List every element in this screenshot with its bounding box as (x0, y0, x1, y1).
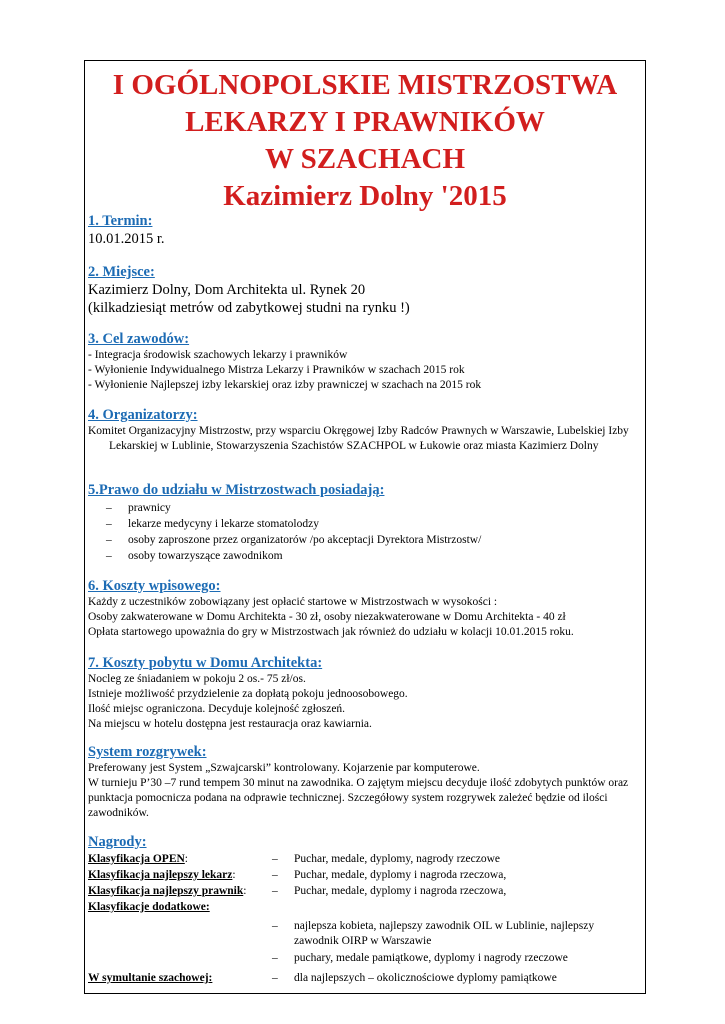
termin-text: 10.01.2015 r. (88, 231, 165, 247)
title-line-2: LEKARZY I PRAWNIKÓW (185, 106, 545, 138)
dodatkowe-label: Klasyfikacje dodatkowe: (88, 901, 210, 913)
open-label: Klasyfikacja OPEN (88, 853, 185, 865)
koszty-pobytu-line: Na miejscu w hotelu dostępna jest restauracja oraz kawiarnia. (88, 718, 372, 730)
section-cel (88, 331, 641, 393)
organizatorzy-heading: 4. Organizatorzy: (88, 407, 198, 423)
cel-item: - Wyłonienie Indywidualnego Mistrza Lekarzy i Prawników w szachach 2015 rok (88, 364, 465, 376)
dodatkowe-item: – puchary, medale pamiątkowe, dyplomy i nagrody rzeczowe (272, 952, 568, 964)
nagrody-prawnik-row: Klasyfikacja najlepszy prawnik: – Puchar, medale, dyplomy i nagroda rzeczowa, (88, 885, 507, 897)
symultanie-value: dla najlepszych – okolicznościowe dyplomy pamiątkowe (294, 972, 557, 984)
organizatorzy-text: Komitet Organizacyjny Mistrzostw, przy wsparciu Okręgowej Izby Radców Prawnych w Warszawie, Lubelskiej Izby Lekarskiej w Lublinie, Stowarzyszenia Szachistów SZACHPOL w Łukowie oraz miasta Kazimierz Dolny (88, 425, 629, 452)
nagrody-symultanie-row: W symultanie szachowej: – dla najlepszych – okolicznościowe dyplomy pamiątkowe (88, 972, 557, 984)
nagrody-heading: Nagrody: (88, 834, 147, 850)
section-koszty-pobytu (88, 655, 641, 732)
dodatkowe-item: – najlepsza kobieta, najlepszy zawodnik OIL w Lublinie, najlepszy zawodnik OIRP w Warszawie (272, 920, 595, 947)
list-item: – lekarze medycyny i lekarze stomatolodzy (106, 518, 319, 530)
koszty-wpisowego-line: Osoby zakwaterowane w Domu Architekta - 30 zł, osoby niezakwaterowane w Domu Architekta - 40 zł (88, 611, 566, 623)
section-organizatorzy (88, 407, 641, 454)
koszty-pobytu-line: Nocleg ze śniadaniem w pokoju 2 os.- 75 zł/os. (88, 673, 306, 685)
nagrody-lekarz-row: Klasyfikacja najlepszy lekarz: – Puchar, medale, dyplomy i nagroda rzeczowa, (88, 869, 507, 881)
document-frame (84, 60, 646, 994)
koszty-wpisowego-line: Każdy z uczestników zobowiązany jest opłacić startowe w Mistrzostwach w wysokości : (88, 596, 498, 608)
section-prawo (88, 482, 641, 564)
prawnik-label: Klasyfikacja najlepszy prawnik (88, 885, 244, 897)
system-heading: System rozgrywek: (88, 744, 207, 760)
koszty-pobytu-heading: 7. Koszty pobytu w Domu Architekta: (88, 655, 323, 671)
title-line-1: I OGÓLNOPOLSKIE MISTRZOSTWA (112, 69, 618, 101)
lekarz-value: Puchar, medale, dyplomy i nagroda rzeczowa, (294, 869, 507, 881)
title-line-4: Kazimierz Dolny '2015 (223, 180, 507, 212)
koszty-wpisowego-heading: 6. Koszty wpisowego: (88, 578, 221, 594)
cel-item: - Wyłonienie Najlepszej izby lekarskiej oraz izby prawniczej w szachach na 2015 rok (88, 379, 482, 391)
prawnik-value: Puchar, medale, dyplomy i nagroda rzeczowa, (294, 885, 507, 897)
lekarz-label: Klasyfikacja najlepszy lekarz (88, 869, 233, 881)
section-koszty-wpisowego (88, 578, 641, 640)
miejsce-heading: 2. Miejsce: (88, 264, 155, 280)
miejsce-line-1: Kazimierz Dolny, Dom Architekta ul. Rynek 20 (88, 282, 366, 298)
prawo-heading: 5.Prawo do udziału w Mistrzostwach posiadają: (88, 482, 385, 498)
termin-heading: 1. Termin: (88, 213, 153, 229)
title-block (85, 67, 645, 215)
system-line-2: W turnieju P’30 –7 rund tempem 30 minut na zawodnika. O zajętym miejscu decyduje ilość zdobytych punktów oraz punktacja pomocnicza podana na odprawie technicznej. Szczegółowy system rozgrywek zależeć będzie od ilości zawodników. (88, 777, 629, 819)
symultanie-label: W symultanie szachowej: (88, 972, 213, 984)
cel-item: - Integracja środowisk szachowych lekarzy i prawników (88, 349, 348, 361)
koszty-pobytu-line: Istnieje możliwość przydzielenie za dopłatą pokoju jednoosobowego. (88, 688, 408, 700)
section-nagrody (88, 834, 641, 986)
section-termin (88, 213, 641, 248)
title-line-3: W SZACHACH (264, 143, 466, 175)
section-system (88, 744, 641, 821)
list-item: – prawnicy (106, 502, 171, 514)
prawo-list (88, 500, 641, 564)
list-item: – osoby zaproszone przez organizatorów /po akceptacji Dyrektora Mistrzostw/ (106, 534, 482, 546)
koszty-wpisowego-line: Opłata startowego upoważnia do gry w Mistrzostwach jak również do udziału w kolacji 10.01.2015 roku. (88, 626, 574, 638)
koszty-pobytu-line: Ilość miejsc ograniczona. Decyduje kolejność zgłoszeń. (88, 703, 346, 715)
section-miejsce (88, 264, 641, 317)
list-item: – osoby towarzyszące zawodnikom (106, 550, 283, 562)
nagrody-dodatkowe-row (88, 899, 641, 915)
cel-heading: 3. Cel zawodów: (88, 331, 190, 347)
open-value: Puchar, medale, dyplomy, nagrody rzeczowe (294, 853, 501, 865)
miejsce-line-2: (kilkadziesiąt metrów od zabytkowej studni na rynku !) (88, 300, 410, 316)
nagrody-open-row: Klasyfikacja OPEN: – Puchar, medale, dyplomy, nagrody rzeczowe (88, 853, 501, 865)
system-line-1: Preferowany jest System „Szwajcarski” kontrolowany. Kojarzenie par komputerowe. (88, 762, 480, 774)
